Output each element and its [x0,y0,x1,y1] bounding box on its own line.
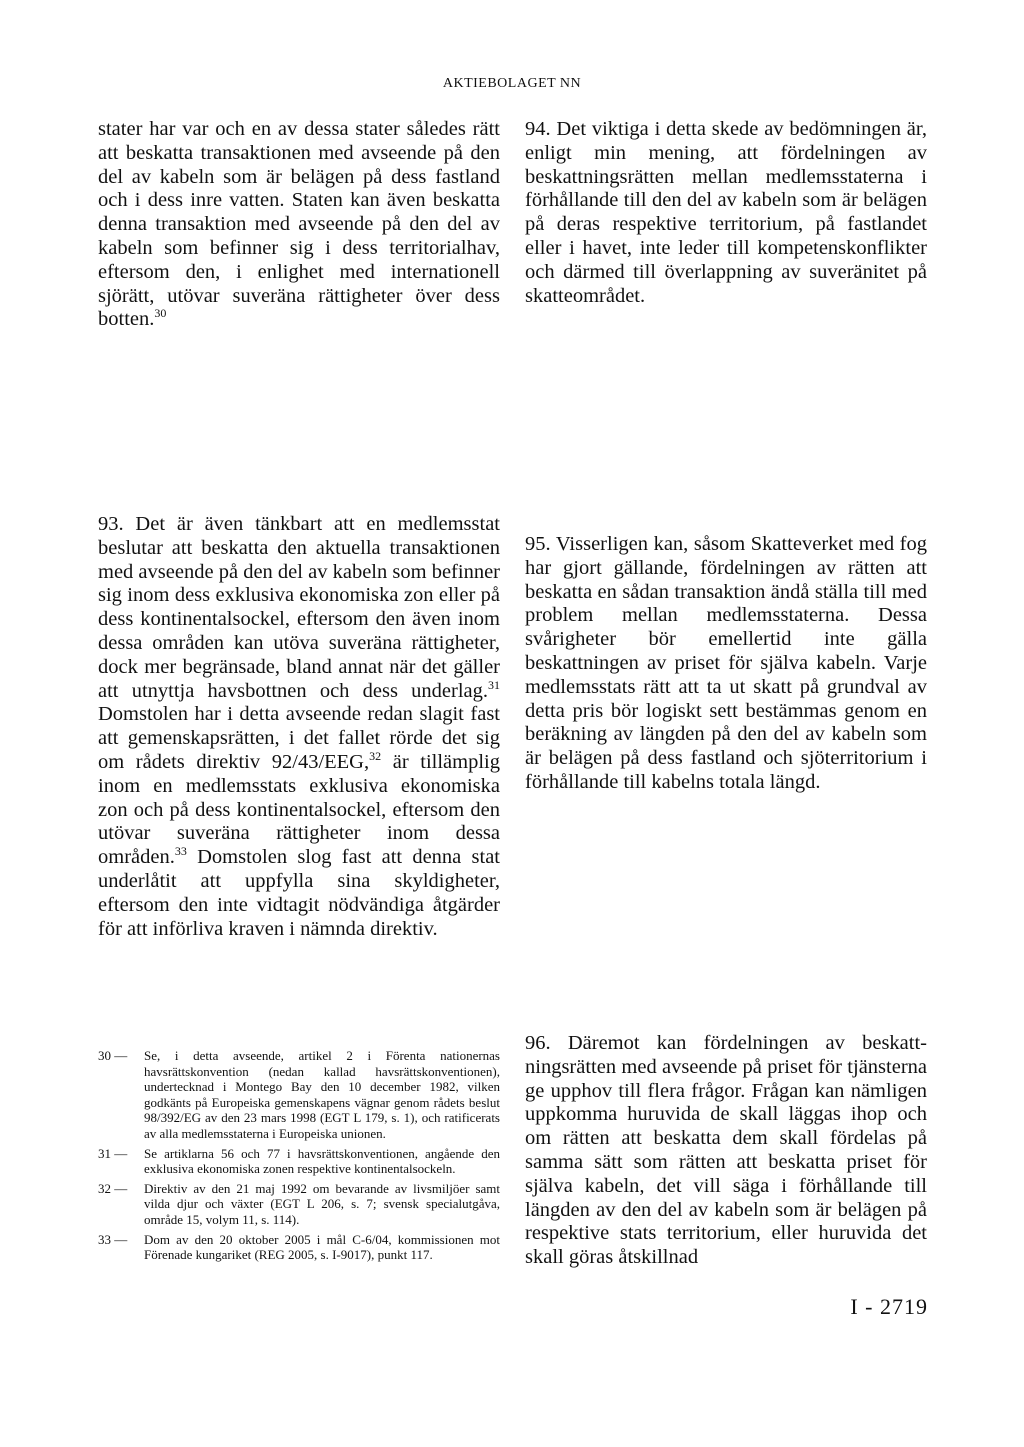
paragraph-93-text-d: Domstolen slog fast att denna stat underlåtit att uppfylla sina skyldigheter, eftersom den inte vidtagit nödvändiga åtgärder för att införliva kraven i nämnda direktiv. [98,846,500,940]
footnote-text: Se, i detta avseende, artikel 2 i Förenta nationernas havsrättskonvention (nedan kallad havsrättskonventionen), undertecknad i Montego Bay den 10 december 1982, vilken godkänts på Europeiska gemenskapens vägnar genom rådets beslut 98/392/EG av den 23 mars 1998 (EGT L 179, s. 1), och ratificerats av alla medlemsstaterna i Europeiska unionen. [144,1048,500,1141]
footnotes [98,1048,500,1267]
running-header: AKTIEBOLAGET NN [442,76,582,91]
paragraph-96: 96. Däremot kan fördelningen av beskattningsrätten med avseende på priset för tjänsterna ge upphov till flera frågor. Frågan kan nämligen uppkomma huruvida de skall läggas ihop och om rätten att beskatta dem skall fördelas på samma sätt som rätten att beskatta priset för själva kabeln, det vill säga i förhållande till längden av den del av kabeln som är belägen på respektive stats territorium, eller huruvida det skall göras åtskillnad [525,1032,927,1269]
paragraph-95: 95. Visserligen kan, såsom Skatteverket med fog har gjort gällande, fördelningen av rätten att beskatta en sådan transaktion ändå ställa till med problem mellan medlemsstaterna. Dessa svårigheter bör emellertid inte gälla beskattningen av priset för själva kabeln. Varje medlemsstats rätt att ta ut skatt på grundval av detta pris bör logiskt sett bestämmas genom en beräkning av längden på den del av kabeln som är belägen på dess fastland och sjöterritorium i förhållande till kabelns totala längd. [525,533,927,793]
paragraph-92-continuation [98,118,500,332]
footnote-ref-31: 31 [488,677,500,692]
footnote-ref-33: 33 [174,844,187,859]
paragraph-93-text-a: 93. Det är även tänkbart att en medlemsstat beslutar att beskatta den aktuella transaktionen med avseende på den del av kabeln som befinner sig inom dess exklusiva ekonomiska zon eller på dess kontinentalsockel, eftersom den även inom dessa områden kan utöva suveräna rättigheter, dock mer begränsade, bland annat när det gäller att utnyttja havsbottnen och dess underlag. [98,513,500,702]
paragraph-93 [98,513,500,941]
footnote-32 [98,1181,500,1228]
paragraph-93-text-b: Domstolen har i detta avseende redan slagit fast att gemenskapsrätten, i det fallet rörde det sig om rådets direktiv 92/43/EEG, [98,703,500,773]
footnote-30 [98,1048,500,1142]
footnote-text: Se artiklarna 56 och 77 i havsrättskonventionen, angående den exklusiva ekonomiska zonen respektive kontinentalsockeln. [144,1145,500,1177]
footnote-31 [98,1146,500,1177]
paragraph-93-text-c: är tillämplig inom en medlemsstats exklusiva ekonomiska zon och på dess kontinentalsockel, eftersom den utövar suveräna rättigheter inom dessa områden. [98,750,500,869]
footnote-ref-30: 30 [154,306,167,321]
footnote-number: 33 — [98,1231,128,1247]
footnote-33 [98,1232,500,1263]
footnote-text: Dom av den 20 oktober 2005 i mål C-6/04, kommissionen mot Förenade kungariket (REG 2005, s. I-9017), punkt 117. [144,1231,500,1263]
paragraph-94: 94. Det viktiga i detta skede av bedömningen är, enligt min mening, att fördelningen av beskattningsrätten mellan medlemsstaterna i förhållande till den del av kabeln som är belägen på deras respektive territorium, på fastlandet eller i havet, inte leder till kompetenskonflikter och därmed till överlappning av suveränitet på skatteområdet. [525,118,927,307]
footnote-ref-32: 32 [369,749,382,764]
footnote-text: Direktiv av den 21 maj 1992 om bevarande av livsmiljöer samt vilda djur och växter (EGT L 206, s. 7; svensk specialutgåva, område 15, volym 11, s. 114). [144,1180,500,1227]
paragraph-92-text: stater har var och en av dessa stater således rätt att beskatta transaktionen med avseende på den del av kabeln som är belägen på dess fastland och i dess inre vatten. Staten kan även beskatta denna transaktion med avseende på den del av kabeln som befinner sig i dess territorialhav, eftersom den, i enlighet med internationell sjörätt, utövar suveräna rättigheter över dess botten. [98,118,500,331]
footnote-number: 32 — [98,1180,128,1196]
footnote-number: 31 — [98,1145,128,1161]
footnote-number: 30 — [98,1048,128,1063]
page-number: I - 2719 [850,1294,928,1319]
